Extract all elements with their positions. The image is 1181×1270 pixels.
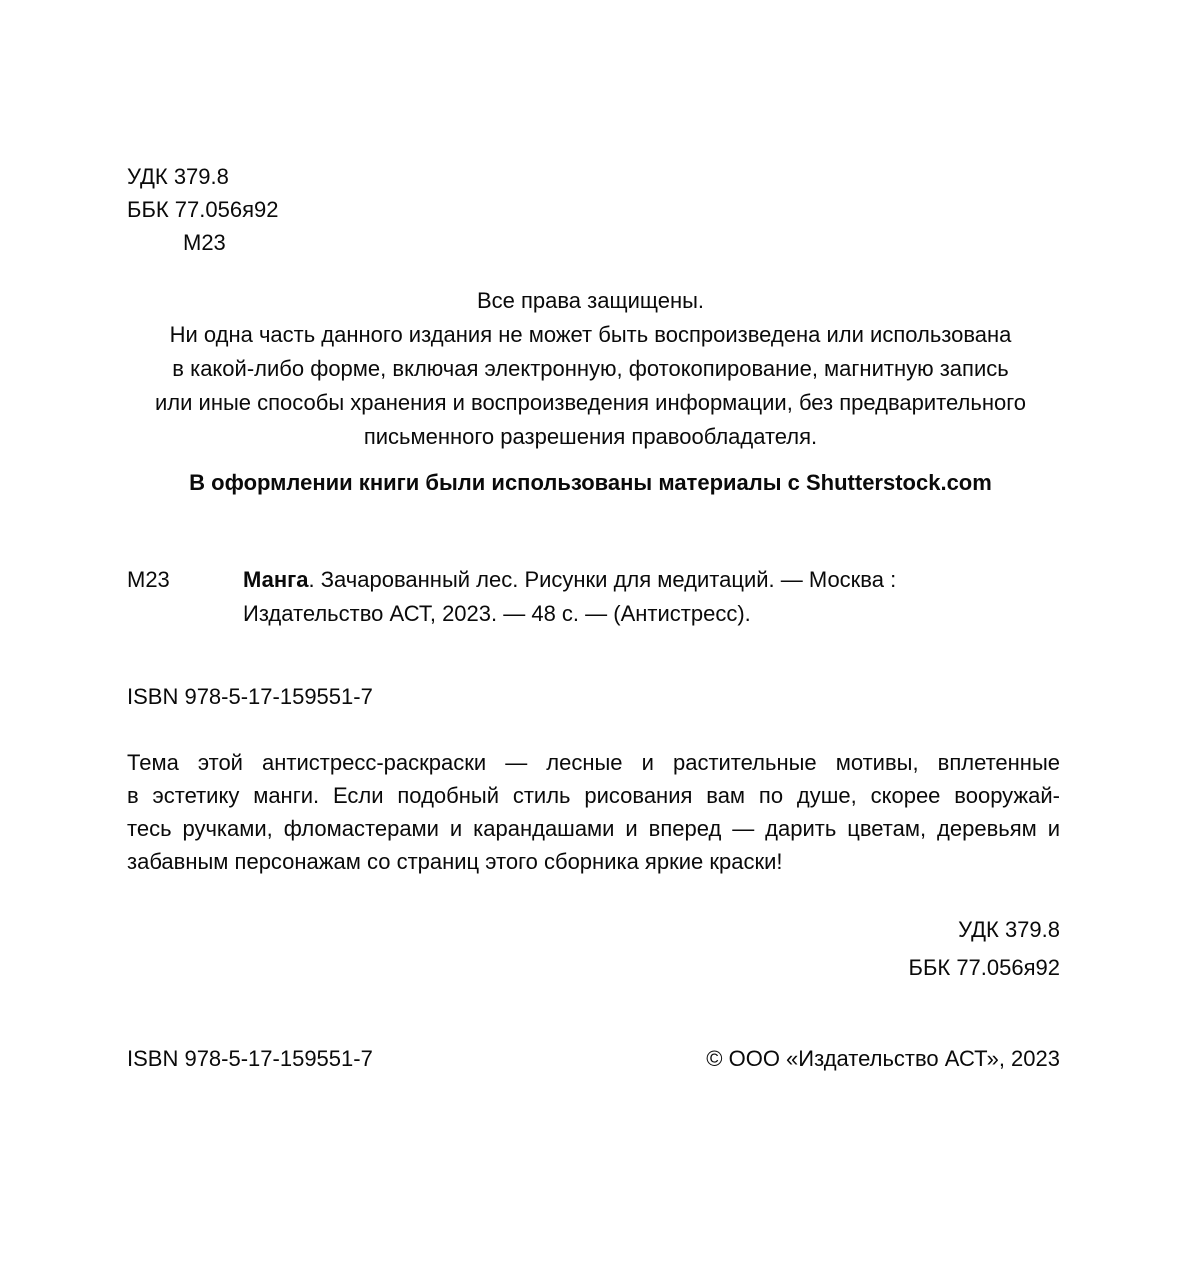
catalog-entry-line [243, 563, 896, 597]
rights-line: письменного разрешения правообладателя. [363, 424, 818, 449]
classification-codes-right [909, 911, 1060, 987]
rights-line: в какой-либо форме, включая электронную, фотокопирование, магнитную запись [172, 356, 1009, 381]
annotation-line: в эстетику манги. Если подобный стиль рисования вам по душе, скорее вооружай- [127, 783, 1060, 808]
isbn-number: ISBN 978-5-17-159551-7 [127, 684, 373, 709]
design-credits: В оформлении книги были использованы материалы с Shutterstock.com [189, 470, 992, 495]
rights-line: Ни одна часть данного издания не может быть воспроизведена или использована [169, 322, 1012, 347]
author-sign: М23 [183, 230, 226, 255]
bbk-code-right: ББК 77.056я92 [908, 955, 1060, 980]
imprint-footer [127, 1046, 1060, 1072]
catalog-entry-line-rest: . Зачарованный лес. Рисунки для медитаций. — Москва : [308, 567, 897, 592]
rights-line: Все права защищены. [476, 288, 705, 313]
footer-copyright: © ООО «Издательство АСТ», 2023 [706, 1046, 1060, 1071]
catalog-entry-line: Издательство АСТ, 2023. — 48 с. — (Антистресс). [243, 601, 751, 626]
catalog-entry [127, 563, 1067, 631]
footer-isbn: ISBN 978-5-17-159551-7 [127, 1046, 373, 1071]
annotation-line: забавным персонажам со страниц этого сборника яркие краски! [127, 849, 783, 874]
annotation-line: тесь ручками, фломастерами и карандашами и вперед — дарить цветам, деревьям и [127, 816, 1060, 841]
udk-code-right: УДК 379.8 [958, 917, 1060, 942]
udk-code: УДК 379.8 [127, 164, 229, 189]
rights-line: или иные способы хранения и воспроизведения информации, без предварительного [155, 390, 1026, 415]
bbk-code: ББК 77.056я92 [127, 197, 279, 222]
rights-notice [0, 284, 1181, 454]
book-title: Манга [243, 567, 309, 592]
catalog-entry-text [243, 563, 896, 631]
catalog-entry-code: М23 [127, 567, 170, 592]
annotation-paragraph [127, 746, 1060, 878]
annotation-line: Тема этой антистресс-раскраски — лесные и растительные мотивы, вплетенные [127, 750, 1060, 775]
classification-codes-block [127, 160, 278, 259]
